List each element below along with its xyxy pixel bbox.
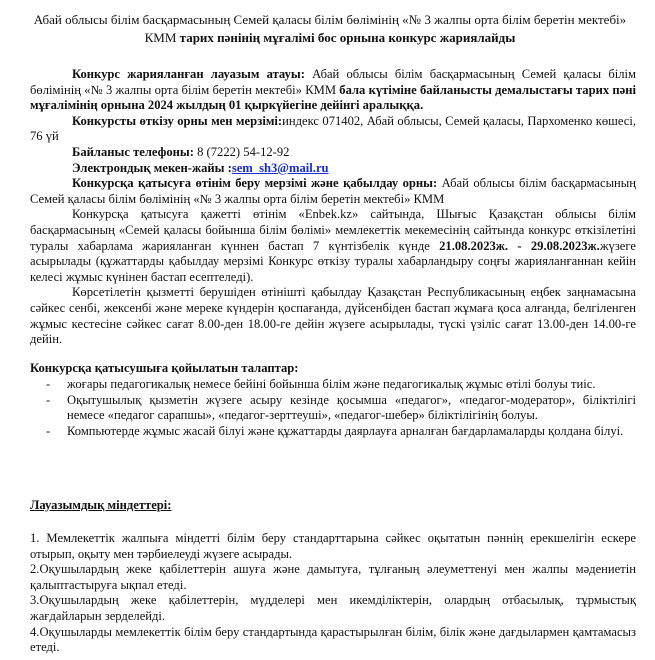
list-item-text: Компьютерде жұмыс жасай білуі және құжаттарды даярлауға арналған бағдарламаларды қолдана білуі.	[67, 423, 624, 438]
announcement-section	[30, 67, 636, 348]
requirements-heading-text: Конкурсқа қатысушыға қойылатын талаптар:	[30, 361, 299, 375]
duties-heading: Лауазымдық міндеттері:	[30, 498, 172, 512]
email-link[interactable]: sem_sh3@mail.ru	[231, 160, 329, 175]
venue-paragraph	[30, 114, 636, 145]
duties-list	[30, 531, 636, 656]
requirements-heading	[30, 361, 636, 377]
title-plain: Абай облысы білім басқармасының Семей қаласы білім бөлімінің «№ 3 жалпы орта білім беретін мектебі» КММ	[33, 12, 627, 45]
deadline-text: Абай облысы білім басқармасының Семей қаласы білім бөлімінің «№ 3 жалпы орта білім беретін мектебі» КММ	[30, 176, 636, 206]
venue-text: индекс 071402, Абай облысы, Семей қаласы, Пархоменко көшесі, 76 үй	[30, 113, 636, 144]
phone-label: Байланыс телефоны:	[72, 144, 194, 159]
list-item	[30, 393, 636, 424]
deadline-label: Конкурсқа қатысуға өтінім беру мерзімі және қабылдау орны:	[72, 176, 438, 191]
bullet-icon: -	[46, 392, 51, 407]
list-item: 1. Мемлекеттік жалпыға міндетті білім беру стандарттарына сәйкес оқытатын пәннің ерекшелігін ескере отырып, оқыту мен тәрбиелеуді жүзеге асырады.	[30, 531, 636, 561]
list-item: 2.Оқушылардың жеке қабілеттерін ашуға және дамытуға, тұлғаның әлеуметтенуі мен жалпы мәдениетін қалыптастыруға ықпал етеді.	[30, 562, 636, 592]
list-item: 3.Оқушылардың жеке қабілеттерін, мүдделері мен икемділіктерін, олардың отбасылық, тұрмыстық жағдайларын зерделейді.	[30, 593, 636, 623]
application-dates: 21.08.2023ж. - 29.08.2023ж.	[439, 238, 600, 253]
title-bold: тарих пәнінің мұғалімі бос орнына конкурс жариялайды	[179, 30, 516, 45]
position-text: Абай облысы білім басқармасының Семей қаласы білім бөлімінің «№ 3 жалпы орта білім беретін мектебі» КММ	[30, 67, 636, 97]
venue-label: Конкурсты өткізу орны мен мерзімі:	[72, 113, 283, 128]
list-item-text: Оқытушылық қызметін жүзеге асыру кезінде қосымша «педагог», «педагог-модератор», біліктілігі немесе «педагог сарапшы», «педагог-зерттеуші», «педагог-шебер» біліктілігінің болуы.	[67, 392, 636, 423]
email-label: Электрондық мекен-жайы :	[72, 160, 232, 175]
position-bold: бала күтіміне байланысты демалыстағы тарих пәні мұғалімінің орнына 2024 жылдың 01 қыркүйегіне дейінгі аралыққа.	[30, 82, 636, 113]
list-item: 4.Оқушыларды мемлекеттік білім беру стандартында қарастырылған білім, білік және дағдылармен қамтамасыз етеді.	[30, 624, 636, 655]
email-paragraph	[30, 161, 636, 177]
phone-value: 8 (7222) 54-12-92	[197, 144, 290, 159]
list-item	[30, 424, 636, 440]
bullet-icon: -	[46, 423, 51, 438]
bullet-icon: -	[46, 377, 51, 391]
position-paragraph	[30, 67, 636, 114]
application-text-1: Конкурсқа қатысуға қажетті өтінім «Enbek.kz» сайтында, Шығыс Қазақстан облысы білім басқармасының «Семей қаласы бойынша білім бөлімі» мемлекеттік мекемесінің сайтында конкурс өткізілетіні туралы хабарлама жарияланған күннен бастап 7 күнтізбелік күнде	[30, 207, 636, 253]
list-item	[30, 377, 636, 393]
page-title	[30, 11, 630, 47]
schedule-paragraph: Көрсетілетін қызметті берушіден өтінішті қабылдау Қазақстан Республикасының еңбек заңнамасына сәйкес сенбі, жексенбі және мереке күндерін қоспағанда, дүйсенбіден бастап жұмаға қоса алғанда, белгіленген жұмыс кестесіне сәйкес сағат 8.00-ден 18.00-ге дейін жүзеге асырылады, түскі үзіліс сағат 13.00-ден 14.00-ге дейін.	[30, 285, 636, 347]
phone-paragraph	[30, 145, 636, 161]
deadline-paragraph	[30, 176, 636, 207]
requirements-list	[30, 377, 636, 439]
list-item-text: жоғары педагогикалық немесе бейіні бойынша білім және педагогикалық жұмыс өтілі болуы тиіс.	[67, 377, 596, 391]
application-paragraph	[30, 207, 636, 285]
application-text-2: жүзеге асырылады (құжаттарды қабылдау мерзімі Конкурс өткізу туралы хабарландыру соңғы жарияланғаннан кейін келесі жұмыс күнінен бастап есептеледі).	[30, 238, 636, 284]
position-label: Конкурс жарияланған лауазым атауы:	[72, 67, 305, 81]
